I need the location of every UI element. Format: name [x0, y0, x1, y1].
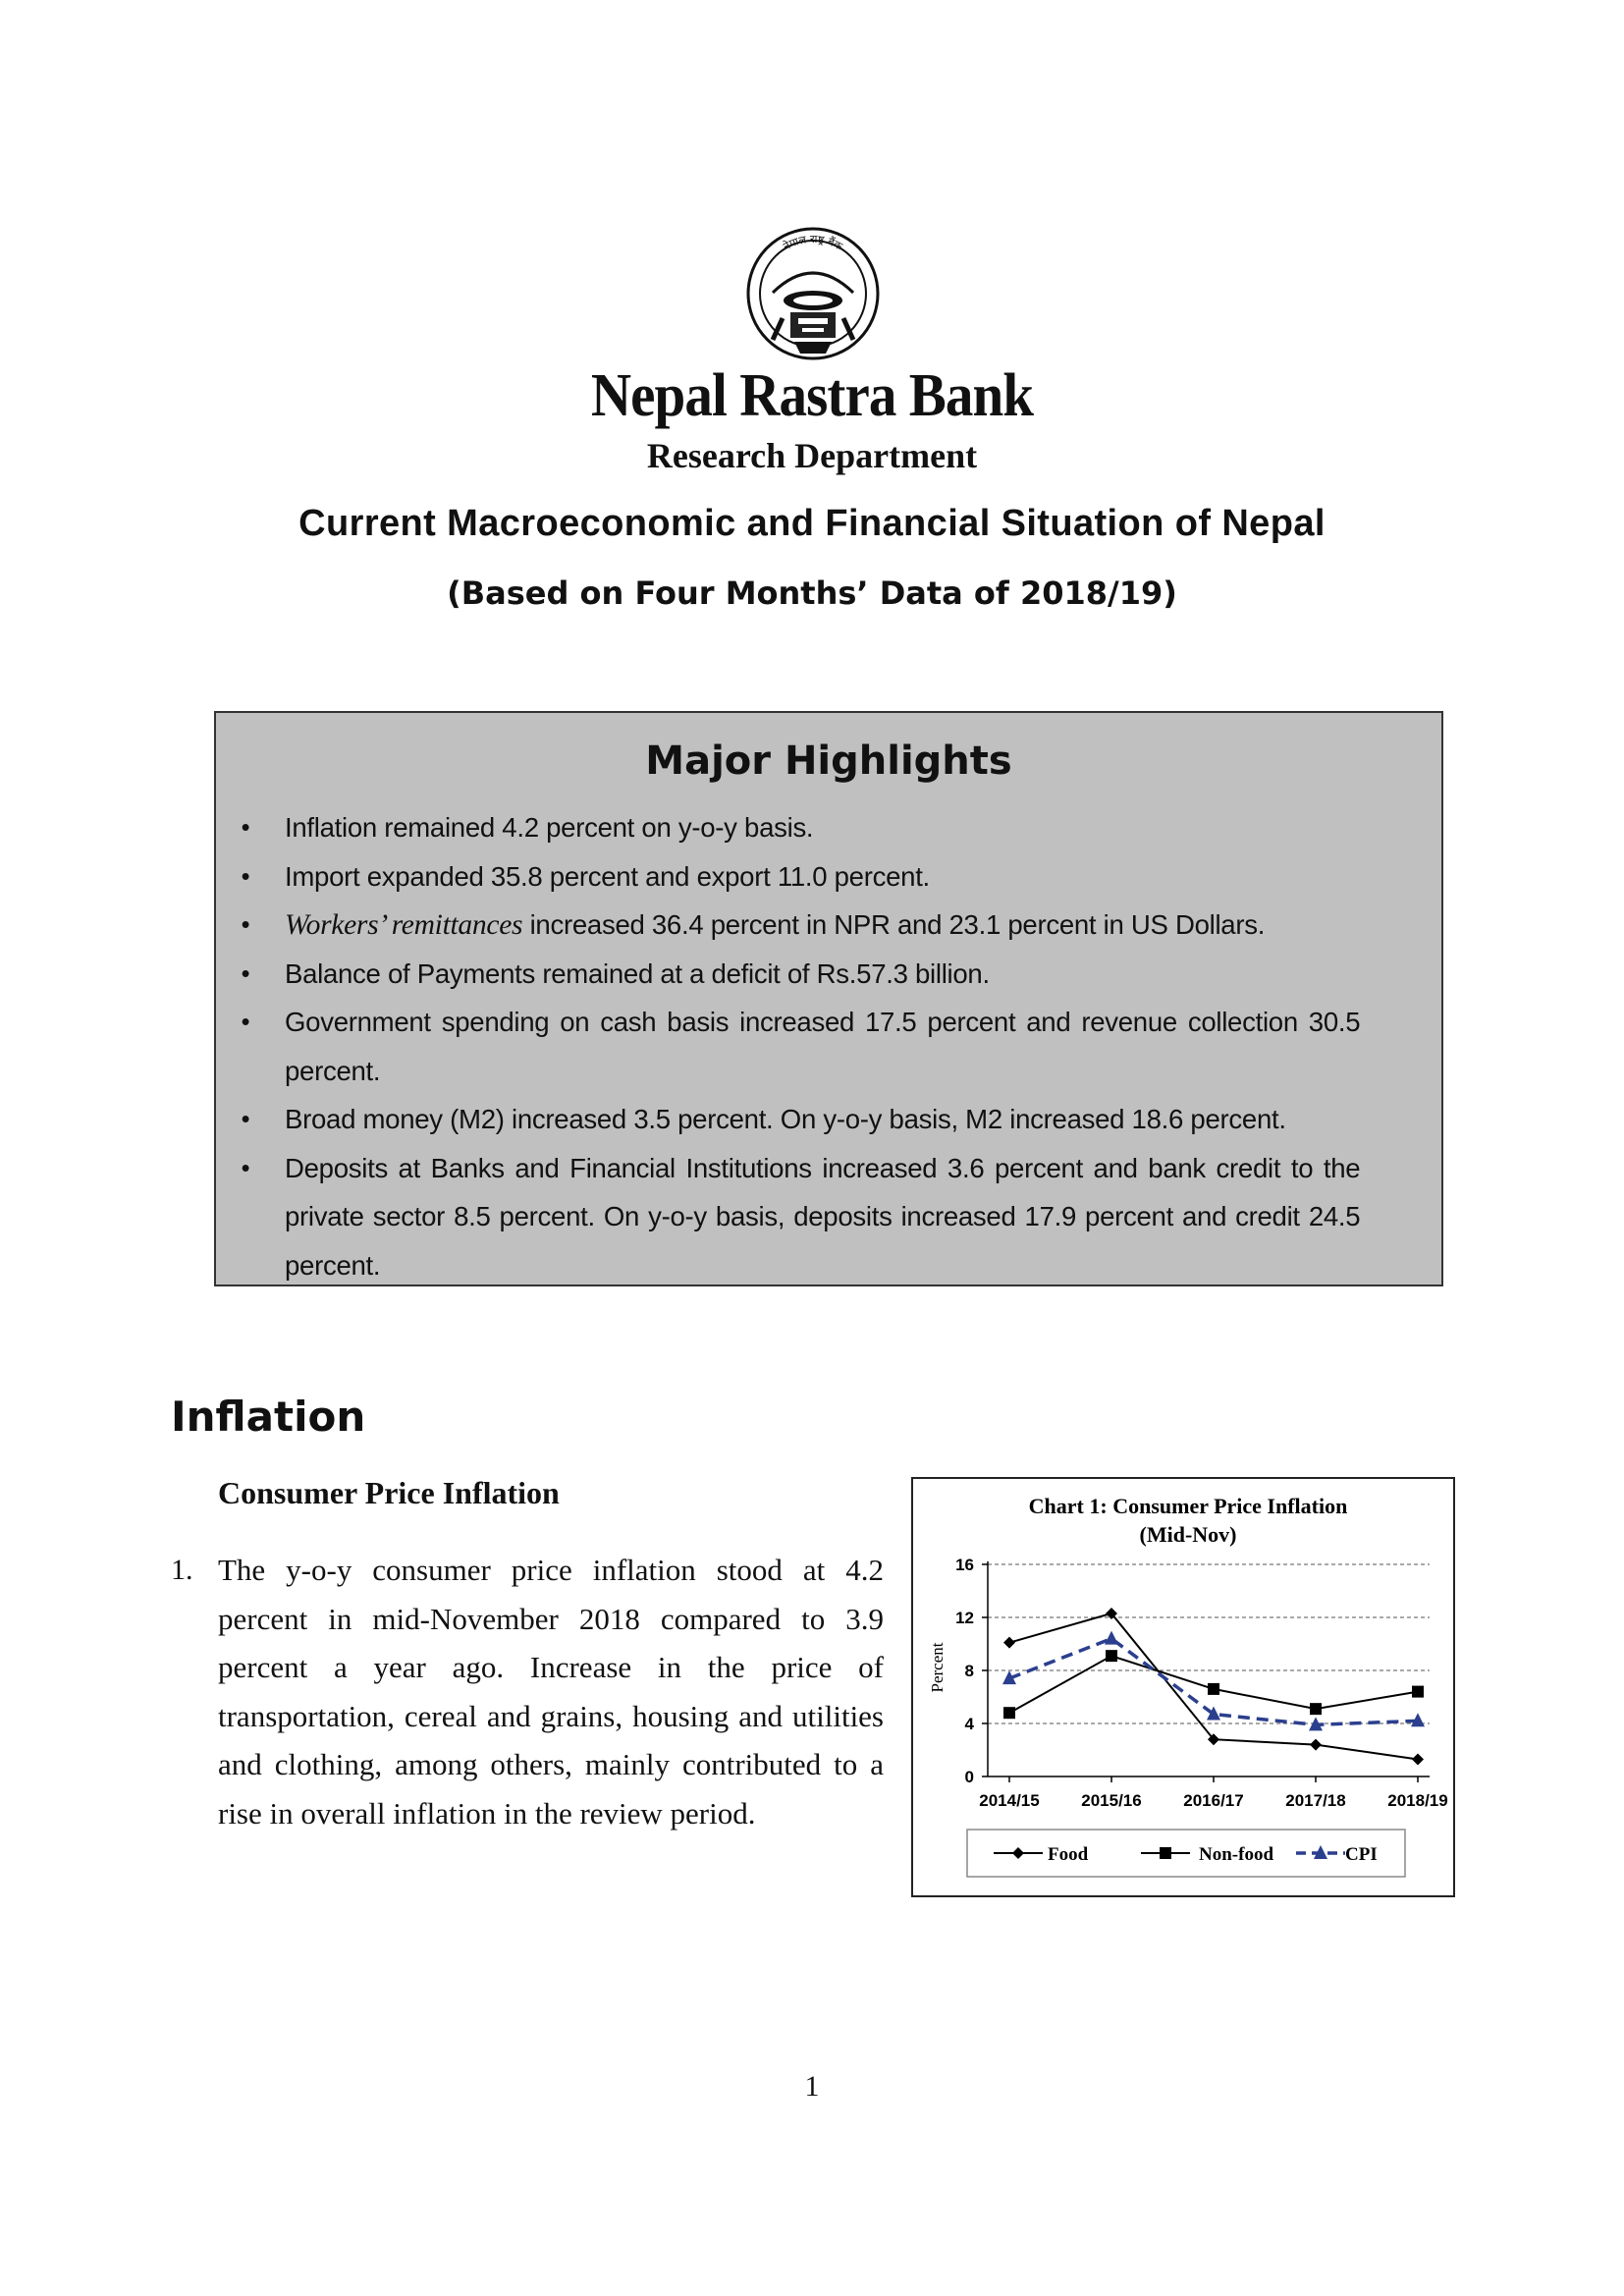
food-point — [1412, 1753, 1424, 1765]
non-food-point — [1003, 1707, 1015, 1719]
legend-label: Non-food — [1199, 1844, 1274, 1865]
highlights-list — [216, 803, 1441, 1289]
nepal-rastra-bank-emblem — [743, 224, 883, 363]
chart-title: Chart 1: Consumer Price Inflation — [1028, 1494, 1348, 1518]
cpi-point — [1105, 1631, 1118, 1645]
chart-svg — [913, 1479, 1453, 1895]
report-title: Current Macroeconomic and Financial Situation of Nepal — [298, 503, 1326, 544]
department-name: Research Department — [646, 436, 978, 475]
x-tick-label: 2016/17 — [1183, 1791, 1244, 1810]
paragraph-text: The y-o-y consumer price inflation stood at 4.2 percent in mid-November 2018 compared to 3.9 percent a year ago. Increase in the price of transportation, cereal and grains, housing and utilities and clothing, among others, mainly contributed to a rise in overall inflation in the review period. — [218, 1553, 884, 1831]
highlight-item: • Deposits at Banks and Financial Institutions increased 3.6 percent and bank credit to the private sector 8.5 percent. On y-o-y basis, deposits increased 17.9 percent and credit 24.5 percent. — [285, 1144, 1360, 1290]
highlight-item: • Balance of Payments remained at a deficit of Rs.57.3 billion. — [285, 950, 1360, 999]
inflation-chart — [911, 1477, 1455, 1897]
non-food-point — [1160, 1847, 1171, 1859]
paragraph-number: 1. — [171, 1554, 193, 1586]
section-heading: Inflation — [171, 1393, 366, 1441]
highlight-item: • Inflation remained 4.2 percent on y-o-y basis. — [285, 803, 1360, 852]
y-tick-label: 12 — [955, 1609, 974, 1627]
food-point — [1003, 1637, 1015, 1649]
y-tick-label: 16 — [955, 1556, 974, 1574]
non-food-point — [1310, 1703, 1322, 1715]
non-food-point — [1208, 1683, 1219, 1695]
non-food-point — [1412, 1686, 1424, 1698]
food-point — [1310, 1739, 1322, 1751]
emblem-seal-icon — [743, 224, 883, 363]
y-axis-label: Percent — [928, 1642, 947, 1693]
x-tick-label: 2014/15 — [979, 1791, 1040, 1810]
x-tick-label: 2015/16 — [1081, 1791, 1142, 1810]
highlights-heading: Major Highlights — [645, 738, 1012, 784]
page-number: 1 — [804, 2070, 820, 2103]
y-tick-label: 8 — [964, 1662, 974, 1680]
non-food-point — [1106, 1650, 1117, 1662]
sub-heading: Consumer Price Inflation — [218, 1475, 560, 1510]
highlight-italic-term: Workers’ remittances — [285, 908, 523, 941]
chart-subtitle: (Mid-Nov) — [1139, 1522, 1237, 1547]
highlight-item: • Government spending on cash basis increased 17.5 percent and revenue collection 30.5 percent. — [285, 998, 1360, 1095]
highlight-item: • Workers’ remittances increased 36.4 percent in NPR and 23.1 percent in US Dollars. — [285, 901, 1360, 950]
bank-name: Nepal Rastra Bank — [590, 362, 1034, 429]
major-highlights-box — [214, 711, 1443, 1286]
report-subtitle: (Based on Four Months’ Data of 2018/19) — [447, 574, 1177, 612]
y-tick-label: 0 — [964, 1768, 974, 1786]
svg-text:नेपाल राष्ट्र बैंक: नेपाल राष्ट्र बैंक — [781, 232, 845, 253]
legend-label: Food — [1048, 1844, 1089, 1865]
legend-label: CPI — [1345, 1844, 1378, 1865]
y-tick-label: 4 — [964, 1715, 974, 1733]
highlight-item: • Broad money (M2) increased 3.5 percent. On y-o-y basis, M2 increased 18.6 percent. — [285, 1095, 1360, 1144]
x-tick-label: 2017/18 — [1285, 1791, 1346, 1810]
x-tick-label: 2018/19 — [1387, 1791, 1448, 1810]
highlight-item: • Import expanded 35.8 percent and export 11.0 percent. — [285, 852, 1360, 902]
cpi-point — [1207, 1707, 1220, 1721]
